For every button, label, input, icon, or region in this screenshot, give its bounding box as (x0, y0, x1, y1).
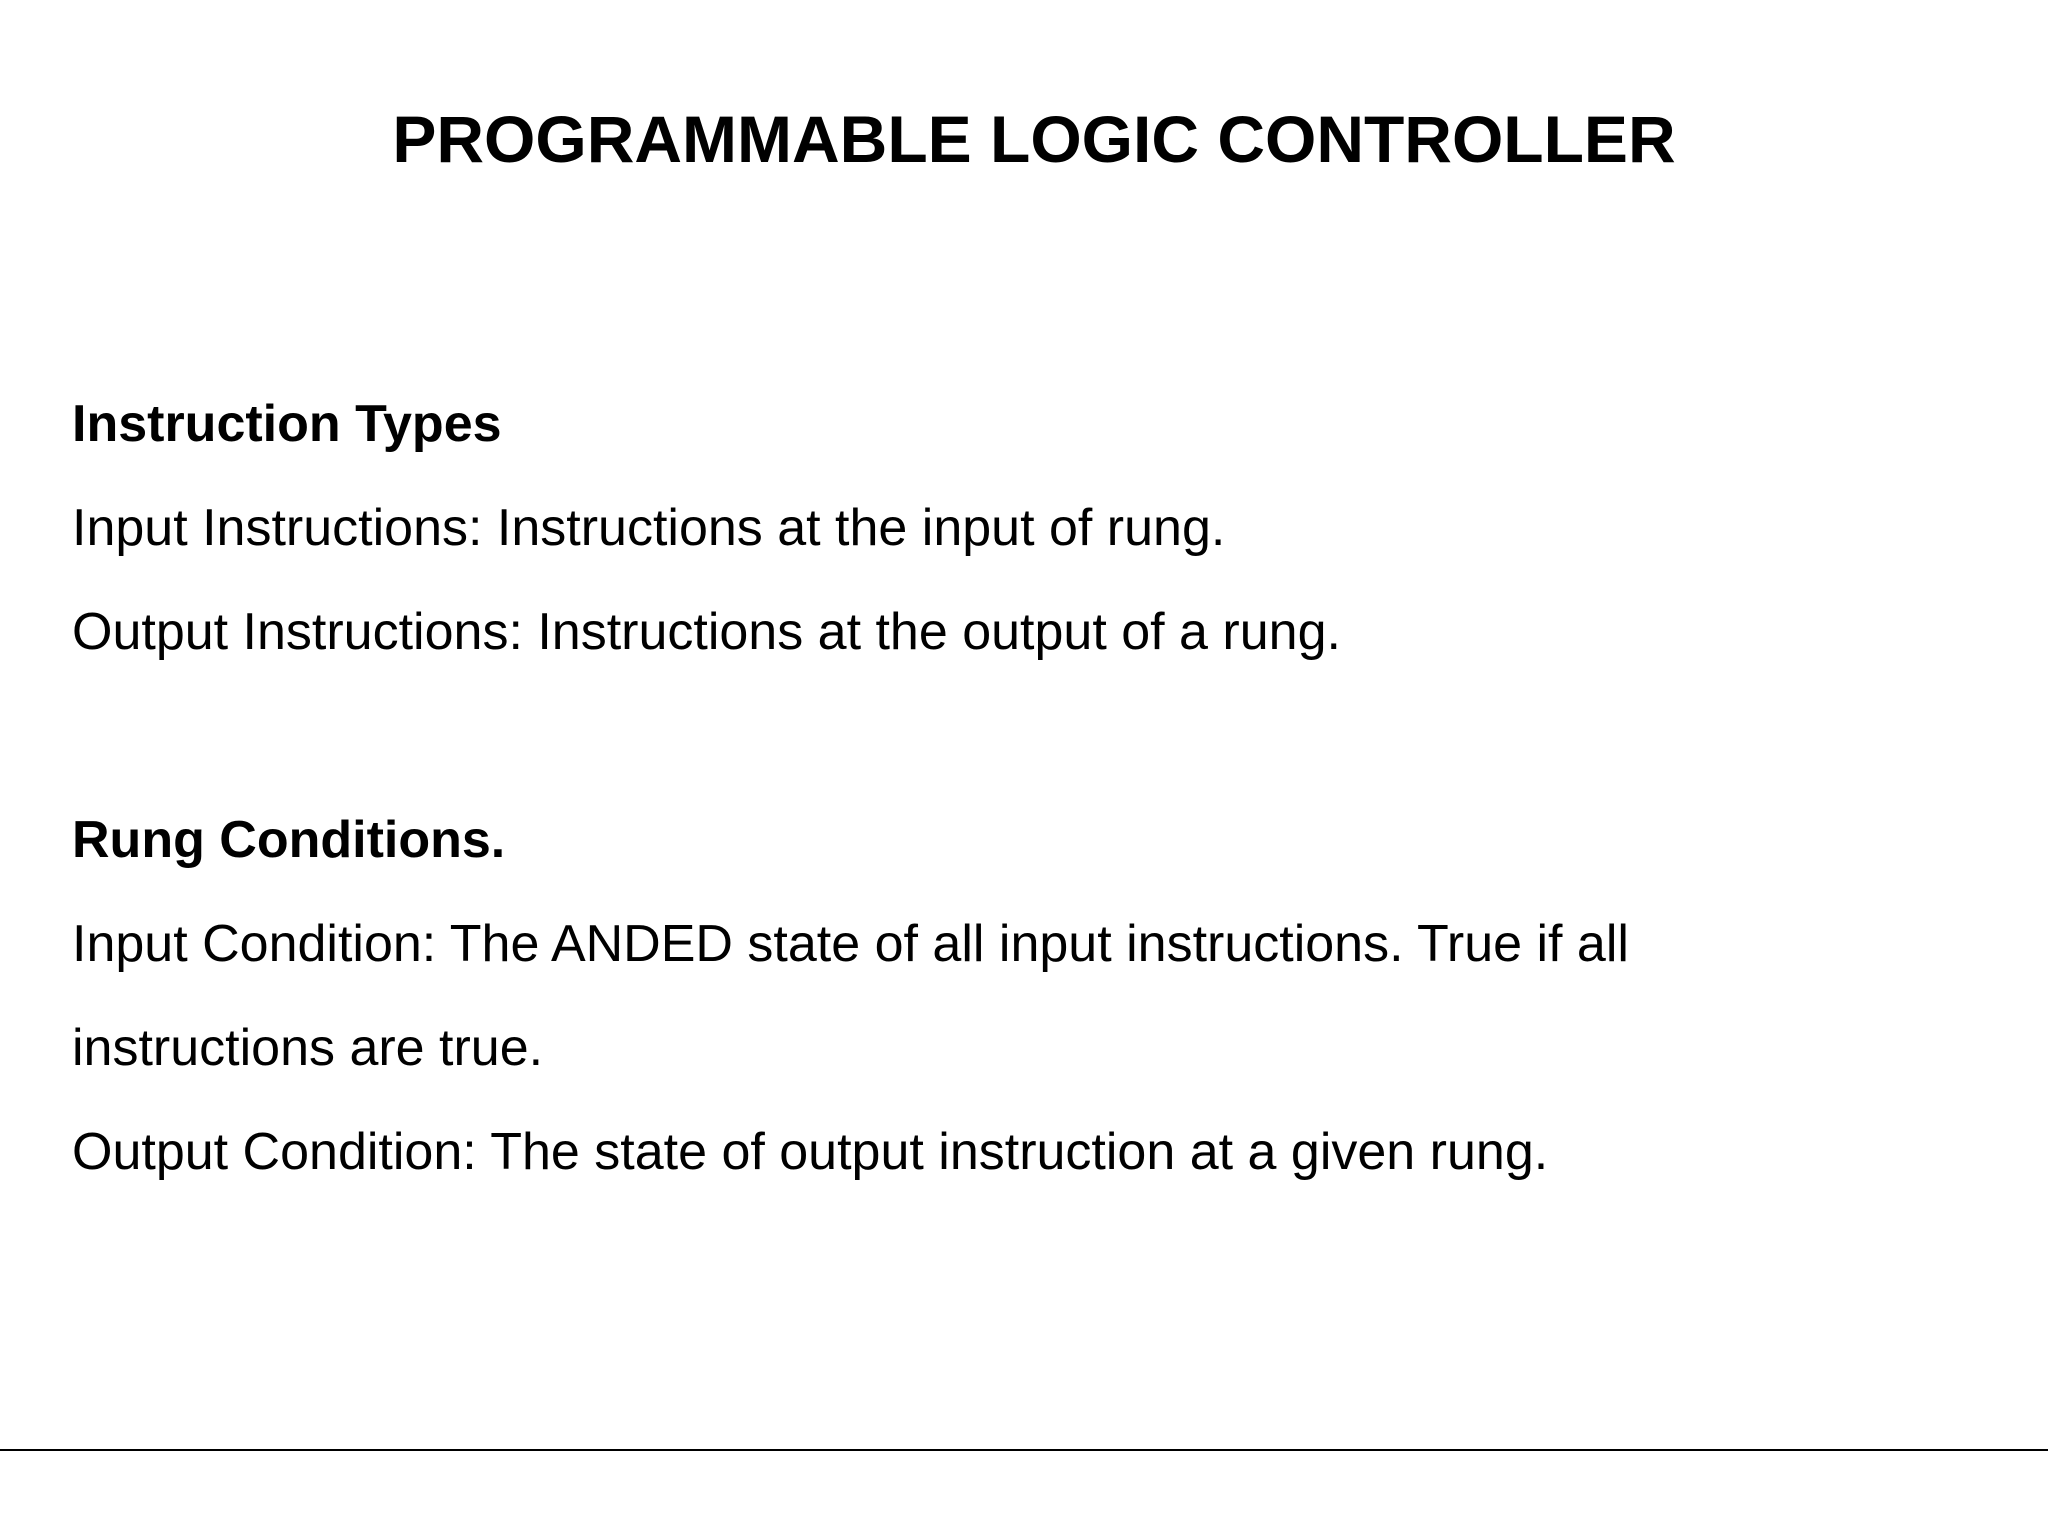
input-condition-text-line-2: instructions are true. (72, 1019, 544, 1077)
slide-body (72, 372, 1972, 1204)
input-condition-text-line-1: Input Condition: The ANDED state of all input instructions. True if all (72, 915, 1629, 973)
slide-title: PROGRAMMABLE LOGIC CONTROLLER (392, 102, 1676, 176)
bottom-divider (0, 1449, 2048, 1451)
output-condition-text: Output Condition: The state of output instruction at a given rung. (72, 1123, 1549, 1181)
input-instructions-text: Input Instructions: Instructions at the input of rung. (72, 499, 1226, 557)
section-heading-instruction-types: Instruction Types (72, 395, 502, 453)
section-spacer (72, 684, 1972, 788)
section-heading-rung-conditions: Rung Conditions. (72, 811, 506, 869)
output-instructions-text: Output Instructions: Instructions at the output of a rung. (72, 603, 1341, 661)
